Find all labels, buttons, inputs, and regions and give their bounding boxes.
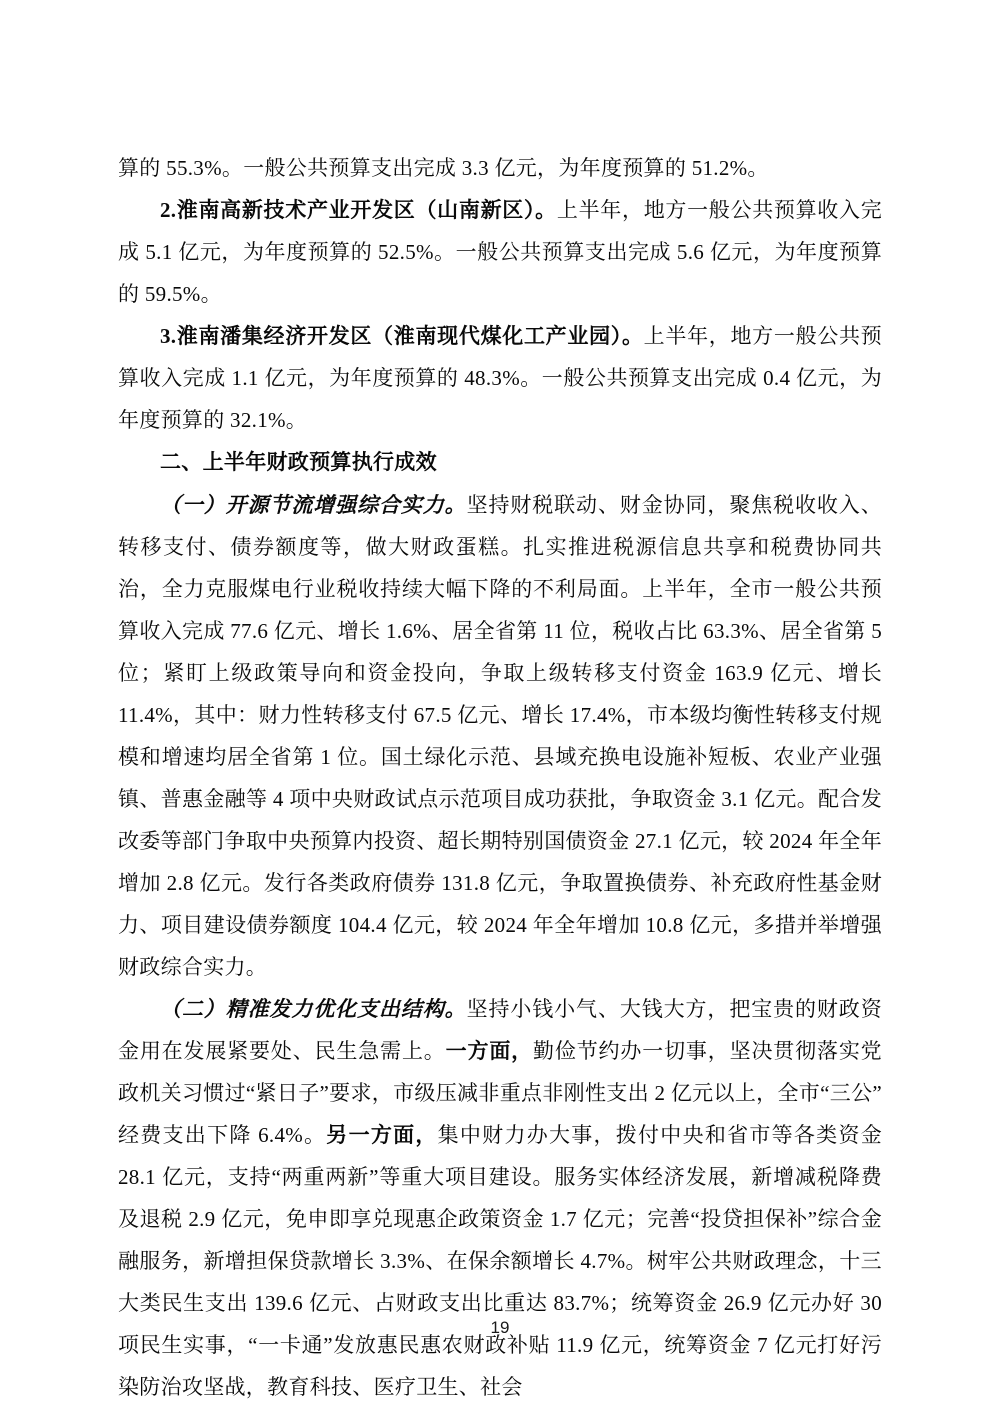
- paragraph: [118, 988, 882, 1408]
- text-segment: 坚持财税联动、财金协同，聚焦税收收入、转移支付、债券额度等，做大财政蛋糕。扎实推进税源信息共享和税费协同共治，全力克服煤电行业税收持续大幅下降的不利局面。上半年，全市一般公共预算收入完成 77.6 亿元、增长 1.6%、居全省第 11 位，税收占比 63.3%、居全省第 5 位；紧盯上级政策导向和资金投向，争取上级转移支付资金 163.9 亿元、增长 11.4%，其中：财力性转移支付 67.5 亿元、增长 17.4%，市本级均衡性转移支付规模和增速均居全省第 1 位。国土绿化示范、县域充换电设施补短板、农业产业强镇、普惠金融等 4 项中央财政试点示范项目成功获批，争取资金 3.1 亿元。配合发改委等部门争取中央预算内投资、超长期特别国债资金 27.1 亿元，较 2024 年全年增加 2.8 亿元。发行各类政府债券 131.8 亿元，争取置换债券、补充政府性基金财力、项目建设债券额度 104.4 亿元，较 2024 年全年增加 10.8 亿元，多措并举增强财政综合实力。: [118, 493, 883, 979]
- text-segment: 上半年，地方一般公共预算收入完成 5.1 亿元，为年度预算的 52.5%。一般公共预算支出完成 5.6 亿元，为年度预算的 59.5%。: [118, 198, 883, 306]
- text-segment: （一）开源节流增强综合实力。: [160, 493, 467, 517]
- text-segment: 集中财力办大事，拨付中央和省市等各类资金 28.1 亿元，支持“两重两新”等重大项目建设。服务实体经济发展，新增减税降费及退税 2.9 亿元，免申即享兑现惠企政策资金 1.7 亿元；完善“投贷担保补”综合金融服务，新增担保贷款增长 3.3%、在保余额增长 4.7%。树牢公共财政理念，十三大类民生支出 139.6 亿元、占财政支出比重达 83.7%；统筹资金 26.9 亿元办好 30 项民生实事，“一卡通”发放惠民惠农财政补贴 11.9 亿元，统筹资金 7 亿元打好污染防治攻坚战，教育科技、医疗卫生、社会: [118, 1123, 883, 1399]
- page-number: 19: [490, 1318, 510, 1337]
- page-footer: [0, 1318, 1000, 1338]
- text-segment: 坚持小钱小气、大钱大方，把宝贵的财政资金用在发展紧要处、民生急需上。: [118, 997, 883, 1063]
- text-segment: 算的 55.3%。一般公共预算支出完成 3.3 亿元，为年度预算的 51.2%。: [118, 156, 769, 180]
- text-segment: 二、上半年财政预算执行成效: [160, 451, 437, 474]
- text-segment: 勤俭节约办一切事，坚决贯彻落实党政机关习惯过“紧日子”要求，市级压减非重点非刚性支出 2 亿元以上，全市“三公”经费支出下降 6.4%。: [118, 1039, 882, 1147]
- paragraph: [118, 189, 882, 315]
- text-segment: 一方面，: [445, 1039, 534, 1063]
- document-body: [118, 147, 882, 1408]
- section-heading: [118, 441, 882, 484]
- paragraph: [118, 315, 882, 441]
- text-segment: 另一方面，: [326, 1123, 438, 1147]
- text-segment: 上半年，地方一般公共预算收入完成 1.1 亿元，为年度预算的 48.3%。一般公共预算支出完成 0.4 亿元，为年度预算的 32.1%。: [118, 324, 882, 432]
- text-segment: （二）精准发力优化支出结构。: [160, 997, 467, 1021]
- text-segment: 3.淮南潘集经济开发区（淮南现代煤化工产业园）。: [160, 324, 644, 348]
- paragraph: [118, 484, 882, 988]
- text-segment: 2.淮南高新技术产业开发区（山南新区）。: [160, 198, 557, 222]
- paragraph: [118, 147, 882, 189]
